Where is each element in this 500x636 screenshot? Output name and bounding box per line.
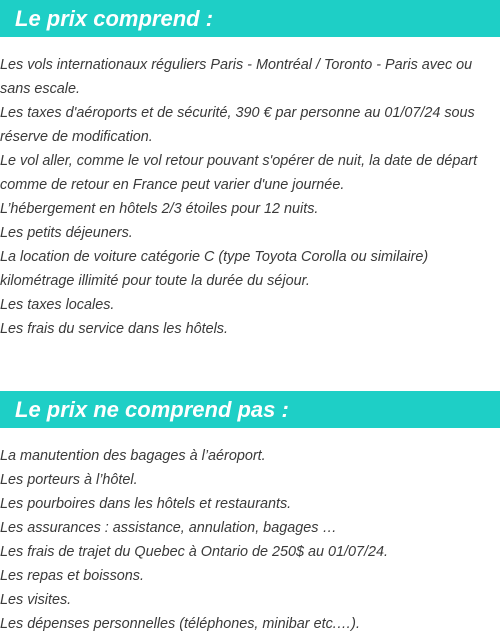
included-item: Les taxes locales.: [0, 297, 115, 313]
excluded-item: Les visites.: [0, 592, 72, 608]
excluded-item: Les frais de trajet du Quebec à Ontario de 250$ au 01/07/24.: [0, 544, 389, 560]
excluded-item: Les dépenses personnelles (téléphones, minibar etc.…).: [0, 616, 360, 632]
included-item: Les petits déjeuners.: [0, 225, 133, 241]
included-item: Le vol aller, comme le vol retour pouvant s'opérer de nuit, la date de départ comme de retour en France peut varier d'une journée.: [0, 153, 478, 193]
included-item: Les frais du service dans les hôtels.: [0, 321, 228, 337]
excluded-item: Les porteurs à l’hôtel.: [0, 472, 138, 488]
excluded-item: Les repas et boissons.: [0, 568, 144, 584]
included-item: Les taxes d'aéroports et de sécurité, 390 € par personne au 01/07/24 sous réserve de modification.: [0, 105, 475, 145]
included-item: La location de voiture catégorie C (type Toyota Corolla ou similaire) kilométrage illimité pour toute la durée du séjour.: [0, 249, 429, 289]
excluded-item: Les assurances : assistance, annulation, bagages …: [0, 520, 337, 536]
included-list: [0, 53, 500, 341]
excluded-item: Les pourboires dans les hôtels et restaurants.: [0, 496, 292, 512]
included-section-title: Le prix comprend :: [0, 0, 500, 37]
excluded-list: [0, 444, 500, 636]
excluded-item: La manutention des bagages à l’aéroport.: [0, 448, 266, 464]
included-item: Les vols internationaux réguliers Paris - Montréal / Toronto - Paris avec ou sans escale.: [0, 57, 473, 97]
excluded-section-title: Le prix ne comprend pas :: [0, 391, 500, 428]
included-item: L’hébergement en hôtels 2/3 étoiles pour 12 nuits.: [0, 201, 319, 217]
